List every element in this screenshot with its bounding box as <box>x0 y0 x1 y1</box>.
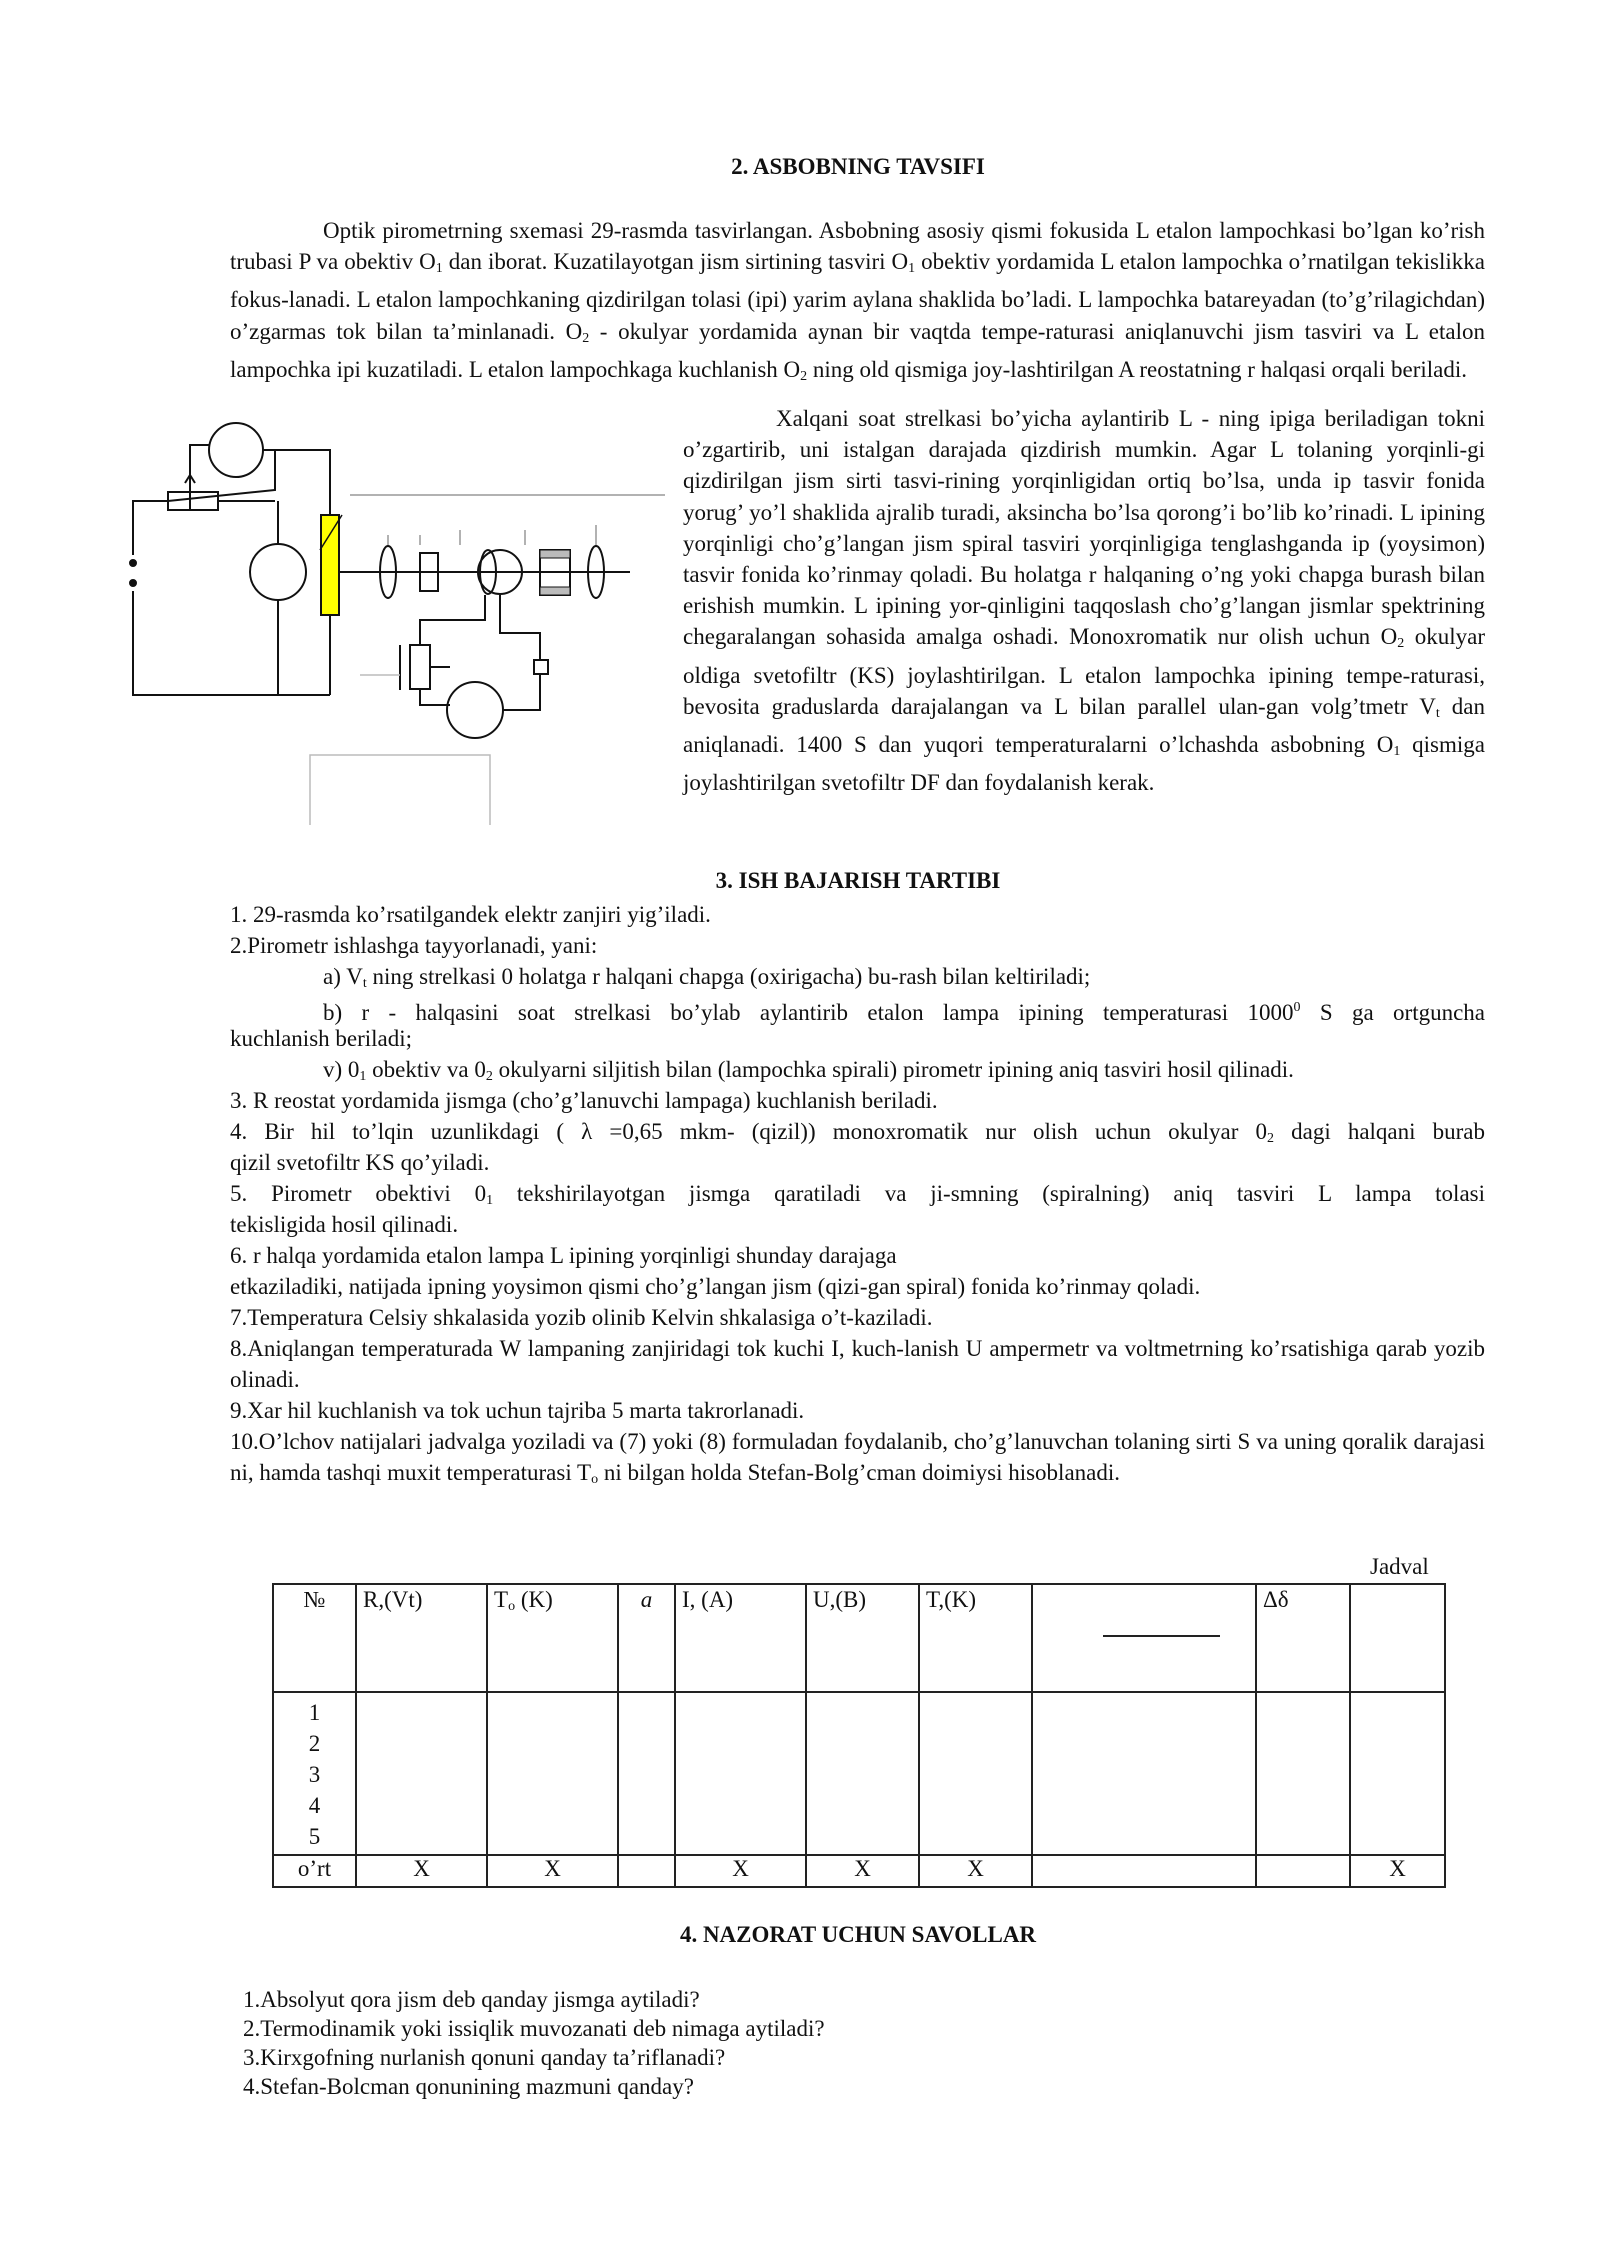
header-cell: U,(B) <box>806 1584 919 1692</box>
etalon-lamp-yellow <box>321 515 339 615</box>
avg-cell: X <box>919 1855 1032 1887</box>
table-header-row <box>273 1584 1445 1692</box>
terminal <box>130 580 136 586</box>
step-10 <box>230 1426 1485 1495</box>
header-text: T <box>494 1587 509 1612</box>
text-run: S ga ortguncha <box>1300 1000 1486 1025</box>
step-3: 3. R reostat yordamida jismga (cho’g’lanuvchi lampaga) kuchlanish beriladi. <box>230 1088 938 1113</box>
section-3-title: 3. ISH BAJARISH TARTIBI <box>715 868 1001 893</box>
text-run: Optik pirometrning sxemasi 29-rasmda tasvirlangan. Asbobning asosiy qismi fokusida L etalon lampochkasi bo’lgan ko’rish trubasi P va obektiv O <box>230 218 1485 275</box>
subscript: 2 <box>582 330 590 346</box>
section-4-title: 4. NAZORAT UCHUN SAVOLLAR <box>679 1922 1037 1947</box>
lower-rheostat <box>410 645 430 689</box>
subscript: 2 <box>1397 636 1405 652</box>
header-cell-fraction <box>1032 1584 1256 1692</box>
section-2-title: 2. ASBOBNING TAVSIFI <box>731 154 985 179</box>
table-caption: Jadval <box>1370 1554 1429 1579</box>
question-1: 1.Absolyut qora jism deb qanday jismga aytiladi? <box>243 1987 700 2012</box>
text-run: - okulyar yordamida aynan bir vaqtda tempe-raturasi aniqlanuvchi jism tasviri va L etalon lampochka ipi kuzatiladi. L etalon lampochkaga kuchlanish O <box>230 318 1485 382</box>
step-5-cont: tekisligida hosil qilinadi. <box>230 1212 459 1237</box>
text-run: qismiga joylashtirilgan svetofiltr DF dan foydalanish kerak. <box>683 732 1485 796</box>
step-4-cont: qizil svetofiltr KS qo’yiladi. <box>230 1150 490 1175</box>
text-run: dan iborat. Kuzatilayotgan jism sirtining tasviri O <box>442 249 909 275</box>
subscript: 1 <box>359 1069 367 1084</box>
avg-cell: X <box>806 1855 919 1887</box>
subscript: t <box>1435 705 1440 721</box>
step-2b-cont: kuchlanish beriladi; <box>230 1026 413 1051</box>
subscript: 2 <box>485 1069 493 1084</box>
header-cell: a <box>618 1584 675 1692</box>
step-6: 6. r halqa yordamida etalon lampa L ipining yorqinligi shunday darajaga <box>230 1243 897 1268</box>
row-number: 4 <box>308 1793 321 1818</box>
text-run: dagi halqani burab <box>1274 1119 1485 1144</box>
step-8: 8.Aniqlangan temperaturada W lampaning zanjiridagi tok kuchi I, kuch-lanish U ampermetr va voltmetrning ko’rsatishiga qarab yozib olinadi. <box>230 1336 1485 1392</box>
row-number: 3 <box>308 1762 321 1787</box>
subscript: t <box>362 976 367 991</box>
avg-cell: X <box>487 1855 618 1887</box>
text-run: Xalqani soat strelkasi bo’yicha aylantirib L - ning ipiga beriladigan tokni o’zgartirib, uni istalgan darajada qizdirish mumkin. Agar L tolaning yorqinli-gi qizdirilgan jism sirti tasvi-rining yorqinligidan ortiq bo’lsa, unda ip tasvir fonida yorug’ yo’l shaklida ajralib turadi, aksincha bo’lsa qorong’i bo’lib ko’rinadi. L ipining yorqinligi cho’g’langan jism spiral tasviri yorqinligiga tenglashganda ip (yoysimon) tasvir fonida ko’rinmay qoladi. Bu holatga r halqaning o’ng yoki chapga burash bilan erishish mumkin. L ipining yor-qinligini taqqoslash cho’g’langan jismlar spektrining chegaralangan sohasida amalga oshadi. Monoxromatik nur olish uchun O <box>683 406 1485 650</box>
question-3: 3.Kirxgofning nurlanish qonuni qanday ta’riflanadi? <box>243 2045 726 2070</box>
header-cell: R,(Vt) <box>356 1584 487 1692</box>
avg-cell <box>1256 1855 1350 1887</box>
header-cell: I, (A) <box>675 1584 806 1692</box>
table-average-row <box>273 1855 1445 1887</box>
data-cell <box>356 1692 487 1855</box>
subscript: o <box>591 1472 599 1487</box>
header-cell <box>487 1584 618 1692</box>
step-2: 2.Pirometr ishlashga tayyorlanadi, yani: <box>230 933 598 958</box>
data-cell <box>1350 1692 1445 1855</box>
meter-circle-top <box>209 423 263 477</box>
text-run: a) V <box>323 964 363 989</box>
text-run: ning strelkasi 0 holatga r halqani chapga (oxirigacha) bu-rash bilan keltiriladi; <box>366 964 1091 989</box>
text-run: obektiv yordamida L etalon lampochka o’rnatilgan tekislikka fokus-lanadi. L etalon lampochkaning qizdirilgan tolasi (ipi) yarim aylana shaklida bo’ladi. L lampochka batareyadan (to’g’rilagichdan) o’zgarmas tok bilan ta’minlanadi. O <box>230 249 1486 344</box>
avg-cell: X <box>675 1855 806 1887</box>
data-cell <box>1032 1692 1256 1855</box>
pyrometer-circuit-diagram <box>120 405 665 830</box>
header-cell: № <box>273 1584 356 1692</box>
text-run: okulyar oldiga svetofiltr (KS) joylashtirilgan. L etalon lampochka ipining tempe-raturasi, bevosita graduslarda darajalangan va L bilan parallel ulan-gan volg’tmetr V <box>683 624 1485 719</box>
data-cell <box>618 1692 675 1855</box>
lamp-terminal <box>534 660 548 674</box>
step-9: 9.Xar hil kuchlanish va tok uchun tajriba 5 marta takrorlanadi. <box>230 1398 805 1423</box>
text-run: v) 0 <box>323 1057 360 1082</box>
avg-label-cell: o’rt <box>273 1855 356 1887</box>
row-number: 2 <box>308 1731 321 1756</box>
subscript: o <box>508 1599 516 1614</box>
subscript: 1 <box>908 261 916 277</box>
table-row <box>273 1692 1445 1855</box>
step-6-cont: etkaziladiki, natijada ipning yoysimon qismi cho’g’langan jism (qizi-gan spiral) fonida ko’rinmay qoladi. <box>230 1274 1201 1299</box>
avg-cell: X <box>1350 1855 1445 1887</box>
text-run: b) r - halqasini soat strelkasi bo’ylab aylantirib etalon lampa ipining temperaturasi 1000 <box>323 1000 1294 1025</box>
fraction-line <box>1103 1635 1220 1637</box>
meter-circle-left <box>250 544 306 600</box>
text-run: tekshirilayotgan jismga qaratiladi va ji-smning (spiralning) aniq tasviri L lampa tolasi <box>493 1181 1485 1206</box>
subscript: 2 <box>1267 1131 1275 1146</box>
avg-cell <box>618 1855 675 1887</box>
text-run: okulyarni siljitish bilan (lampochka spirali) pirometr ipining aniq tasviri hosil qilinadi. <box>492 1057 1294 1082</box>
text-run: ning old qismiga joy-lashtirilgan A reostatning r halqasi orqali beriladi. <box>807 356 1467 382</box>
superscript: 0 <box>1293 1000 1301 1015</box>
meter-circle-bottom <box>447 682 503 738</box>
step-1: 1. 29-rasmda ko’rsatilgandek elektr zanjiri yig’iladi. <box>230 902 711 927</box>
step-2b <box>323 992 1485 1028</box>
question-2: 2.Termodinamik yoki issiqlik muvozanati deb nimaga aytiladi? <box>243 2016 825 2041</box>
text-run: obektiv va 0 <box>366 1057 486 1082</box>
data-cell <box>919 1692 1032 1855</box>
header-cell: Δδ <box>1256 1584 1350 1692</box>
data-cell <box>1256 1692 1350 1855</box>
data-cell <box>487 1692 618 1855</box>
section-2-paragraph-1 <box>230 215 1485 392</box>
question-4: 4.Stefan-Bolcman qonunining mazmuni qanday? <box>243 2074 694 2099</box>
subscript: 1 <box>1393 744 1401 760</box>
text-run: 4. Bir hil to’lqin uzunlikdagi ( λ =0,65 mkm- (qizil)) monoxromatik nur olish uchun okulyar 0 <box>230 1119 1268 1144</box>
text-run: ni bilgan holda Stefan-Bolg’cman doimiysi hisoblanadi. <box>598 1460 1121 1485</box>
row-number: 5 <box>308 1824 321 1849</box>
header-text: (K) <box>515 1587 553 1612</box>
row-number: 1 <box>308 1700 321 1725</box>
text-run: 5. Pirometr obektivi 0 <box>230 1181 487 1206</box>
subscript: 1 <box>486 1193 494 1208</box>
header-cell: T,(K) <box>919 1584 1032 1692</box>
data-cell <box>675 1692 806 1855</box>
terminal <box>130 560 136 566</box>
subscript: 1 <box>435 261 443 277</box>
avg-cell: X <box>356 1855 487 1887</box>
text-run: dan aniqlanadi. 1400 S dan yuqori temperaturalarni o’lchashda asbobning O <box>683 693 1485 758</box>
step-7: 7.Temperatura Celsiy shkalasida yozib olinib Kelvin shkalasiga o’t-kaziladi. <box>230 1305 933 1330</box>
data-cell <box>806 1692 919 1855</box>
avg-cell <box>1032 1855 1256 1887</box>
text-run: 10.O’lchov natijalari jadvalga yoziladi va (7) yoki (8) formuladan foydalanib, cho’g’lanuvchan tolaning sirti S va uning qoralik darajasi ni, hamda tashqi muxit temperaturasi T <box>230 1429 1485 1485</box>
subscript: 2 <box>800 368 808 384</box>
section-2-paragraph-2 <box>683 403 1485 798</box>
row-numbers-cell <box>273 1692 356 1855</box>
results-table <box>272 1583 1446 1888</box>
header-cell <box>1350 1584 1445 1692</box>
